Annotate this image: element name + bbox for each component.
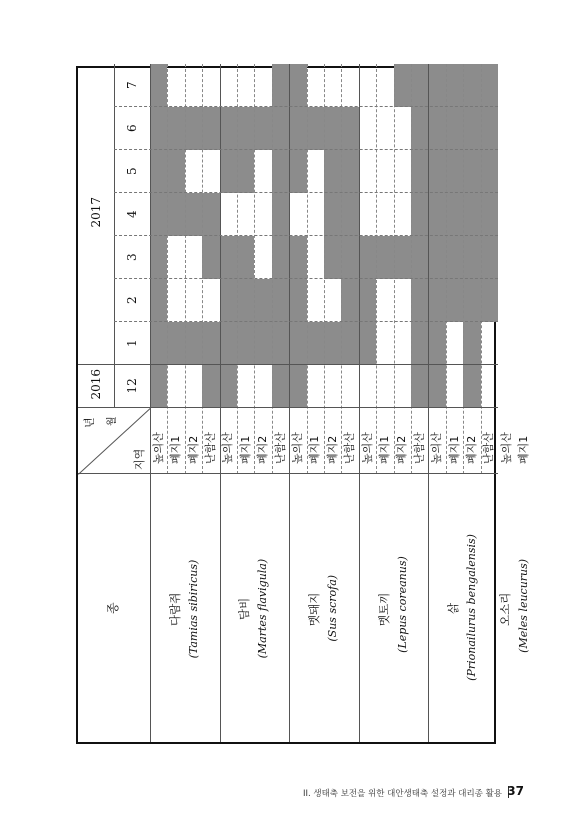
presence-cell bbox=[254, 107, 271, 150]
month-col-divider bbox=[78, 364, 498, 365]
month-label: 12 bbox=[125, 378, 139, 394]
presence-cell bbox=[272, 236, 289, 279]
presence-cell bbox=[150, 150, 167, 193]
year-header-label: 년 bbox=[83, 417, 96, 428]
presence-cell bbox=[150, 64, 167, 107]
species-scientific-name: (Meles leucurus) bbox=[517, 558, 531, 653]
site-label: 난함산 bbox=[203, 432, 217, 464]
site-label: 폐지2 bbox=[464, 435, 478, 464]
presence-cell bbox=[411, 236, 428, 279]
presence-cell bbox=[481, 236, 498, 279]
presence-cell bbox=[463, 322, 480, 365]
presence-cell bbox=[428, 279, 445, 322]
presence-cell bbox=[481, 64, 498, 107]
row-divider bbox=[481, 64, 482, 474]
presence-cell bbox=[220, 236, 237, 279]
presence-cell bbox=[428, 64, 445, 107]
header-divider bbox=[150, 64, 151, 742]
presence-cell bbox=[289, 236, 306, 279]
presence-cell bbox=[411, 193, 428, 236]
site-label: 난함산 bbox=[412, 432, 426, 464]
presence-cell bbox=[481, 107, 498, 150]
presence-cell bbox=[220, 107, 237, 150]
presence-cell bbox=[220, 279, 237, 322]
presence-cell bbox=[463, 193, 480, 236]
presence-cell bbox=[202, 107, 219, 150]
month-col-divider bbox=[114, 192, 498, 193]
presence-cell bbox=[324, 150, 341, 193]
species-scientific-name: (Martes flavigula) bbox=[256, 558, 270, 659]
site-label: 폐지1 bbox=[447, 435, 461, 464]
year-2017: 2017 bbox=[89, 196, 103, 228]
row-divider bbox=[185, 64, 186, 474]
presence-cell bbox=[185, 322, 202, 365]
presence-cell bbox=[237, 322, 254, 365]
year-2016: 2016 bbox=[89, 368, 103, 400]
presence-cell bbox=[341, 279, 358, 322]
month-label: 5 bbox=[125, 167, 139, 175]
presence-cell bbox=[289, 279, 306, 322]
species-divider bbox=[289, 64, 290, 742]
presence-cell bbox=[150, 107, 167, 150]
presence-cell bbox=[202, 365, 219, 408]
presence-cell bbox=[481, 279, 498, 322]
row-divider bbox=[272, 64, 273, 474]
presence-cell bbox=[446, 107, 463, 150]
presence-cell bbox=[481, 150, 498, 193]
month-col-divider bbox=[114, 278, 498, 279]
species-name: 멧토끼 bbox=[376, 592, 391, 626]
month-label: 6 bbox=[125, 124, 139, 132]
presence-cell bbox=[446, 279, 463, 322]
row-divider bbox=[411, 64, 412, 474]
presence-cell bbox=[289, 365, 306, 408]
presence-cell bbox=[376, 236, 393, 279]
row-divider bbox=[202, 64, 203, 474]
species-scientific-name: (Lepus coreanus) bbox=[395, 556, 409, 653]
site-label: 폐지2 bbox=[395, 435, 409, 464]
presence-cell bbox=[411, 64, 428, 107]
site-label: 폐지2 bbox=[186, 435, 200, 464]
presence-cell bbox=[394, 64, 411, 107]
presence-cell bbox=[220, 365, 237, 408]
presence-cell bbox=[150, 236, 167, 279]
species-name: 멧돼지 bbox=[307, 592, 321, 626]
presence-cell bbox=[463, 64, 480, 107]
presence-cell bbox=[341, 322, 358, 365]
presence-cell bbox=[341, 236, 358, 279]
presence-cell bbox=[341, 150, 358, 193]
presence-cell bbox=[446, 150, 463, 193]
presence-cell bbox=[167, 322, 184, 365]
species-header: 종 bbox=[106, 602, 120, 614]
row-divider bbox=[254, 64, 255, 474]
presence-cell bbox=[202, 193, 219, 236]
presence-cell bbox=[428, 107, 445, 150]
site-label: 폐지2 bbox=[325, 435, 339, 464]
presence-cell bbox=[411, 365, 428, 408]
presence-table bbox=[76, 66, 531, 744]
site-label: 난함산 bbox=[343, 432, 357, 464]
month-col-divider bbox=[114, 106, 498, 107]
presence-cell bbox=[463, 365, 480, 408]
site-label: 폐지2 bbox=[256, 435, 270, 464]
site-label: 폐지1 bbox=[169, 435, 183, 464]
site-label: 높의산 bbox=[151, 432, 165, 464]
presence-cell bbox=[428, 365, 445, 408]
presence-cell bbox=[411, 107, 428, 150]
presence-cell bbox=[289, 107, 306, 150]
presence-cell bbox=[254, 322, 271, 365]
species-divider bbox=[428, 64, 429, 742]
year-divider bbox=[114, 64, 115, 408]
presence-cell bbox=[463, 279, 480, 322]
species-name: 담비 bbox=[237, 597, 252, 620]
site-label: 난함산 bbox=[482, 432, 496, 464]
presence-cell bbox=[202, 322, 219, 365]
footer-text: II. 생태축 보전을 위한 대안생태축 설정과 대리종 활용 bbox=[302, 789, 502, 799]
month-col-divider bbox=[114, 149, 498, 150]
presence-cell bbox=[446, 236, 463, 279]
presence-cell bbox=[167, 150, 184, 193]
presence-cell bbox=[272, 150, 289, 193]
species-scientific-name: (Prionailurus bengalensis) bbox=[465, 534, 479, 681]
site-label: 높의산 bbox=[360, 432, 374, 464]
presence-cell bbox=[411, 150, 428, 193]
rotated-table bbox=[76, 66, 531, 744]
presence-cell bbox=[359, 279, 376, 322]
presence-cell bbox=[185, 107, 202, 150]
presence-cell bbox=[272, 322, 289, 365]
presence-cell bbox=[150, 279, 167, 322]
row-divider bbox=[307, 64, 308, 474]
presence-cell bbox=[237, 150, 254, 193]
species-scientific-name: (Tamias sibiricus) bbox=[186, 559, 200, 659]
presence-cell bbox=[324, 236, 341, 279]
presence-cell bbox=[289, 150, 306, 193]
region-header-label: 지역 bbox=[133, 448, 146, 470]
presence-cell bbox=[237, 279, 254, 322]
presence-cell bbox=[272, 193, 289, 236]
page-number: 37 bbox=[507, 784, 524, 798]
presence-cell bbox=[463, 236, 480, 279]
table-frame bbox=[76, 66, 531, 744]
row-divider bbox=[167, 64, 168, 474]
species-col-divider bbox=[78, 473, 498, 474]
presence-cell bbox=[411, 279, 428, 322]
presence-cell bbox=[324, 322, 341, 365]
species-name: 오소리 bbox=[498, 592, 513, 626]
site-label: 폐지1 bbox=[517, 435, 531, 464]
month-col-divider bbox=[114, 321, 498, 322]
presence-cell bbox=[463, 150, 480, 193]
presence-cell bbox=[428, 236, 445, 279]
month-label: 7 bbox=[125, 81, 139, 89]
presence-cell bbox=[428, 150, 445, 193]
presence-cell bbox=[307, 107, 324, 150]
presence-cell bbox=[324, 107, 341, 150]
month-label: 3 bbox=[125, 253, 139, 261]
species-divider bbox=[220, 64, 221, 742]
site-label: 폐지1 bbox=[238, 435, 252, 464]
presence-cell bbox=[411, 322, 428, 365]
presence-cell bbox=[359, 236, 376, 279]
presence-cell bbox=[289, 322, 306, 365]
presence-cell bbox=[237, 236, 254, 279]
species-name: 삵 bbox=[446, 602, 461, 614]
presence-cell bbox=[220, 322, 237, 365]
site-label: 난함산 bbox=[273, 432, 287, 464]
site-label: 폐지1 bbox=[308, 435, 322, 464]
presence-cell bbox=[359, 322, 376, 365]
presence-cell bbox=[272, 279, 289, 322]
presence-cell bbox=[237, 107, 254, 150]
presence-cell bbox=[463, 107, 480, 150]
row-divider bbox=[237, 64, 238, 474]
presence-cell bbox=[289, 64, 306, 107]
presence-cell bbox=[324, 193, 341, 236]
presence-cell bbox=[167, 193, 184, 236]
month-label: 1 bbox=[125, 339, 139, 347]
row-divider bbox=[446, 64, 447, 474]
site-col-divider bbox=[78, 407, 498, 408]
row-divider bbox=[324, 64, 325, 474]
species-scientific-name: (Sus scrofa) bbox=[326, 574, 339, 642]
presence-cell bbox=[272, 107, 289, 150]
presence-cell bbox=[394, 236, 411, 279]
row-divider bbox=[394, 64, 395, 474]
presence-cell bbox=[307, 322, 324, 365]
month-label: 4 bbox=[125, 210, 139, 218]
presence-cell bbox=[254, 279, 271, 322]
month-header-label: 월 bbox=[107, 416, 118, 426]
site-label: 높의산 bbox=[290, 432, 304, 464]
site-label: 높의산 bbox=[430, 432, 444, 464]
page-footer bbox=[0, 784, 576, 804]
presence-cell bbox=[150, 193, 167, 236]
presence-cell bbox=[481, 193, 498, 236]
row-divider bbox=[376, 64, 377, 474]
presence-cell bbox=[167, 107, 184, 150]
presence-cell bbox=[202, 236, 219, 279]
presence-cell bbox=[272, 64, 289, 107]
row-divider bbox=[463, 64, 464, 474]
presence-cell bbox=[150, 365, 167, 408]
site-label: 폐지1 bbox=[377, 435, 391, 464]
presence-cell bbox=[446, 193, 463, 236]
month-col-divider bbox=[114, 235, 498, 236]
row-divider bbox=[341, 64, 342, 474]
presence-cell bbox=[220, 150, 237, 193]
presence-cell bbox=[341, 193, 358, 236]
species-name: 다람쥐 bbox=[167, 592, 182, 626]
presence-cell bbox=[428, 322, 445, 365]
presence-cell bbox=[185, 193, 202, 236]
site-label: 높의산 bbox=[221, 432, 235, 464]
species-divider bbox=[359, 64, 360, 742]
presence-cell bbox=[150, 322, 167, 365]
month-label: 2 bbox=[125, 296, 139, 304]
presence-cell bbox=[428, 193, 445, 236]
presence-cell bbox=[272, 365, 289, 408]
presence-cell bbox=[446, 64, 463, 107]
presence-cell bbox=[341, 107, 358, 150]
site-label: 높의산 bbox=[499, 432, 513, 464]
